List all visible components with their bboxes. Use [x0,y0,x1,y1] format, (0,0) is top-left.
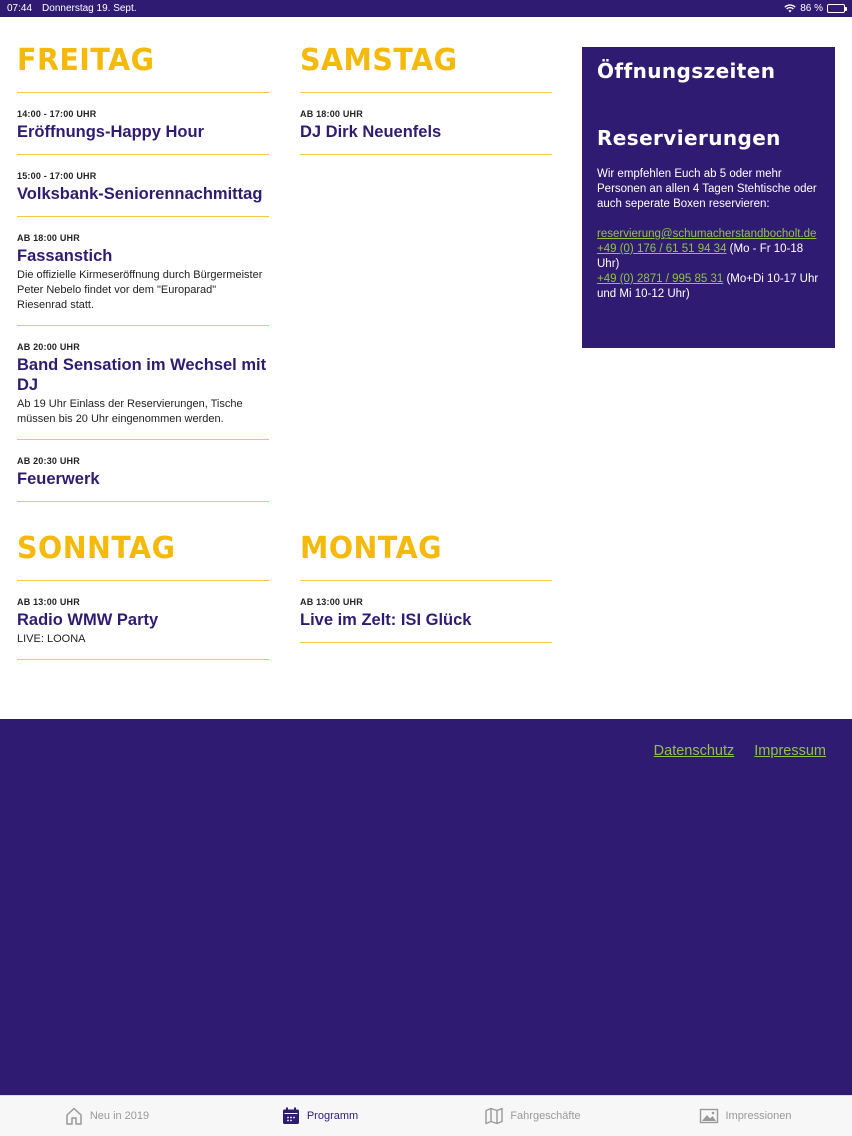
reservations-text: Wir empfehlen Euch ab 5 oder mehr Personen an allen 4 Tagen Stehtische oder auch seperate Boxen reservieren: [597,168,817,210]
email-link[interactable]: reservierung@schumacherstandbocholt.de [597,228,817,240]
day-title: SAMSTAG [300,43,458,78]
event-title: Volksbank-Seniorennachmittag [17,185,263,203]
event-time: AB 18:00 UHR [17,233,80,243]
map-icon [484,1106,504,1126]
event-time: AB 13:00 UHR [17,597,80,607]
event-title: Live im Zelt: ISI Glück [300,611,472,629]
day-title: MONTAG [300,531,442,566]
status-time: 07:44 [7,3,33,14]
event-time: AB 20:00 UHR [17,342,80,352]
event-description: Ab 19 Uhr Einlass der Reservierungen, Tische müssen bis 20 Uhr eingenommen werden. [17,398,243,425]
day-column-sonntag [17,531,269,660]
event-feuerwerk [17,440,269,502]
imprint-link[interactable]: Impressum [754,743,826,759]
day-column-montag [300,531,552,643]
event-title: DJ Dirk Neuenfels [300,123,442,141]
event-fassanstich [17,217,269,326]
event-band-sensation-im-wechsel-mit-dj [17,326,269,440]
event-description: LIVE: LOONA [17,633,86,645]
reservations-heading: Reservierungen [597,126,781,150]
tab-programm[interactable] [213,1096,426,1136]
status-date: Donnerstag 19. Sept. [42,3,137,14]
opening-hours-heading: Öffnungszeiten [597,59,776,83]
image-icon [699,1106,719,1126]
privacy-link[interactable]: Datenschutz [653,743,735,759]
phone-link-landline[interactable]: +49 (0) 2871 / 995 85 31 [597,273,724,285]
contact-list [597,227,820,302]
event-radio-wmw-party [17,581,269,660]
event-title: Band Sensation im Wechsel mit DJ [17,356,267,394]
event-time: 15:00 - 17:00 UHR [17,171,97,181]
event-time: 14:00 - 17:00 UHR [17,109,97,119]
phone-hours-mobile: (Mo - Fr 10-18 Uhr) [597,243,804,270]
info-box [582,47,835,348]
battery-percent: 86 % [800,3,823,14]
event-title: Radio WMW Party [17,611,159,629]
wifi-icon [784,4,796,13]
event-live-im-zelt-isi-gl-ck [300,581,552,643]
phone-link-mobile[interactable]: +49 (0) 176 / 61 51 94 34 [597,243,727,255]
home-icon [64,1106,84,1126]
tab-bar [0,1095,852,1136]
tab-label: Programm [306,1110,359,1122]
tab-neu-in-2019[interactable] [0,1096,213,1136]
footer [0,719,852,1095]
tab-impressionen[interactable] [639,1096,852,1136]
status-bar [0,0,852,17]
day-title: FREITAG [17,43,155,78]
tab-label: Neu in 2019 [89,1110,150,1122]
tab-label: Impressionen [725,1110,792,1122]
event-description: Die offizielle Kirmeseröffnung durch Bürgermeister Peter Nebelo findet vor dem "Europarad" Riesenrad statt. [17,269,263,311]
event-time: AB 13:00 UHR [300,597,363,607]
day-title: SONNTAG [17,531,176,566]
event-title: Eröffnungs-Happy Hour [17,123,204,141]
event-time: AB 20:30 UHR [17,456,80,466]
event-time: AB 18:00 UHR [300,109,363,119]
event-er-ffnungs-happy-hour [17,93,269,155]
battery-icon [827,4,845,13]
event-title: Fassanstich [17,247,113,265]
calendar-icon [281,1106,301,1126]
tab-label: Fahrgeschäfte [510,1110,581,1122]
event-dj-dirk-neuenfels [300,93,552,155]
day-column-samstag [300,43,552,155]
day-column-freitag [17,43,269,502]
event-title: Feuerwerk [17,470,100,488]
phone-hours-landline: (Mo+Di 10-17 Uhr und Mi 10-12 Uhr) [597,273,819,300]
tab-fahrgeschaefte[interactable] [426,1096,639,1136]
event-volksbank-seniorennachmittag [17,155,269,217]
